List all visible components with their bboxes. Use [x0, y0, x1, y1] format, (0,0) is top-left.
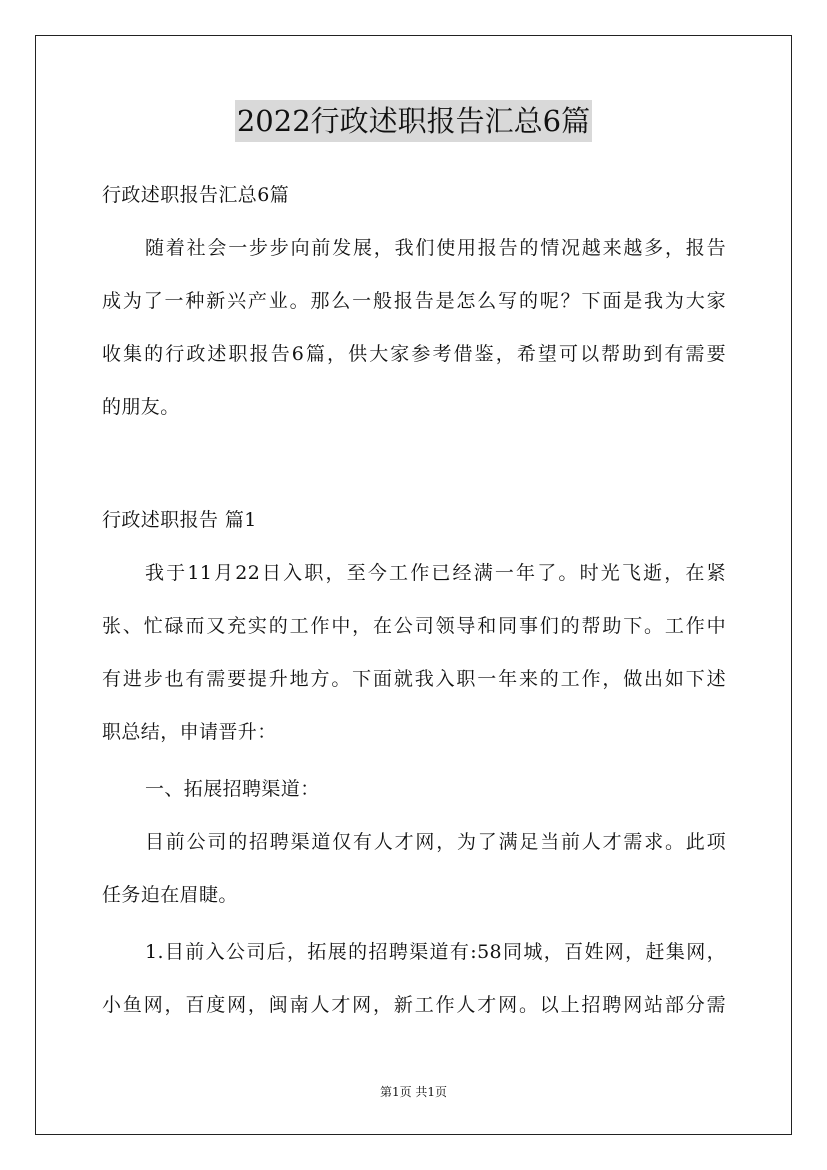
intro-line-1: 随着社会一步步向前发展，我们使用报告的情况越来越多，报告: [145, 237, 726, 259]
item-heading: 一、拓展招聘渠道：: [145, 778, 320, 800]
intro-line-2: 成为了一种新兴产业。那么一般报告是怎么写的呢？下面是我为大家: [102, 290, 726, 312]
para3-line-1: 1.目前入公司后，拓展的招聘渠道有:58同城，百姓网，赶集网，: [145, 941, 726, 963]
para1-line-4: 职总结，申请晋升：: [102, 721, 277, 743]
intro-line-3: 收集的行政述职报告6篇，供大家参考借鉴，希望可以帮助到有需要: [102, 343, 726, 365]
document-subtitle: 行政述职报告汇总6篇: [102, 184, 290, 206]
page-number-footer: 第1页 共1页: [379, 1085, 448, 1099]
intro-line-4: 的朋友。: [102, 396, 180, 418]
para1-line-3: 有进步也有需要提升地方。下面就我入职一年来的工作，做出如下述: [102, 668, 726, 690]
para1-line-2: 张、忙碌而又充实的工作中，在公司领导和同事们的帮助下。工作中: [102, 615, 726, 637]
section-heading: 行政述职报告 篇1: [102, 509, 257, 531]
document-title: 2022行政述职报告汇总6篇: [235, 100, 592, 142]
para3-line-2: 小鱼网，百度网，闽南人才网，新工作人才网。以上招聘网站部分需: [102, 994, 726, 1016]
para2-line-1: 目前公司的招聘渠道仅有人才网，为了满足当前人才需求。此项: [145, 831, 726, 853]
title-container: [0, 100, 827, 142]
para1-line-1: 我于11月22日入职，至今工作已经满一年了。时光飞逝，在紧: [145, 562, 726, 584]
para2-line-2: 任务迫在眉睫。: [102, 884, 238, 906]
